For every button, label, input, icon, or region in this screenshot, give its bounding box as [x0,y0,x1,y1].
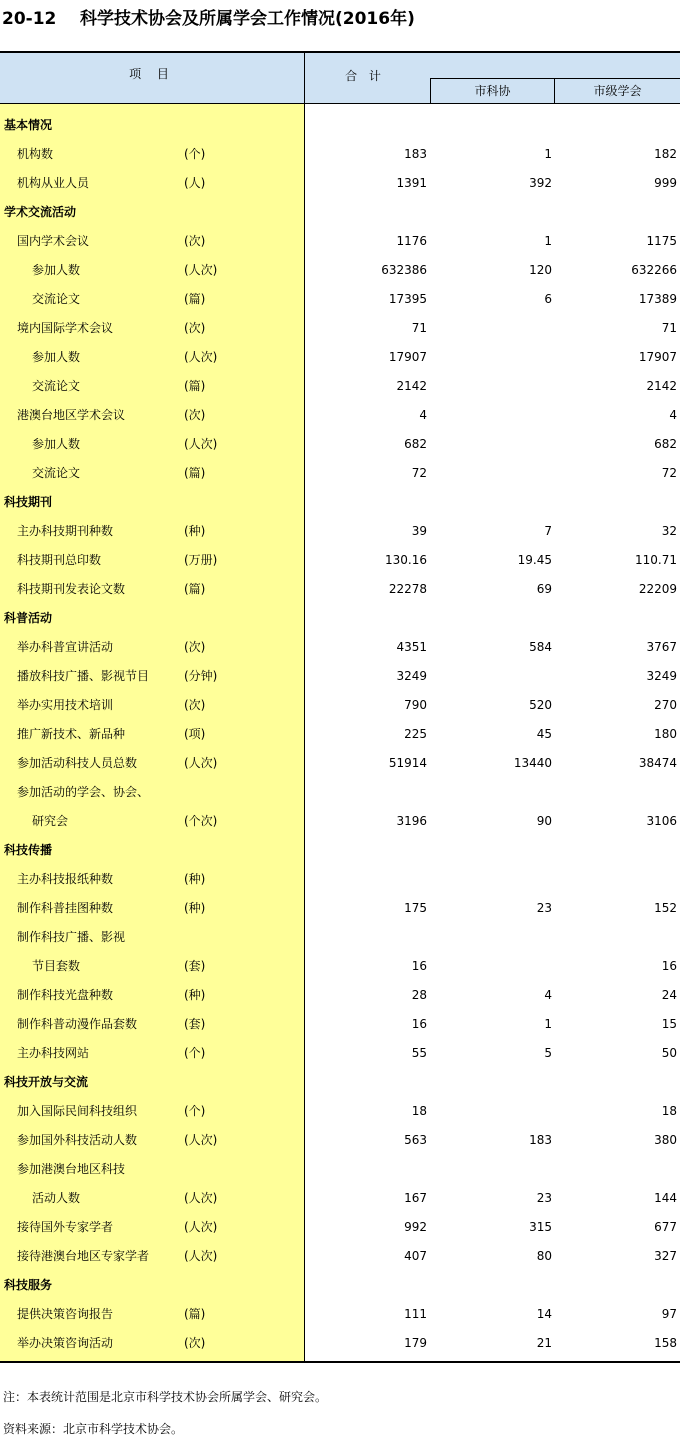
value-city-association: 392 [529,176,552,190]
table-row [0,662,680,691]
table-row [0,865,680,894]
value-total: 167 [404,1191,427,1205]
value-city-association: 1 [544,1017,552,1031]
section-row [0,836,680,865]
row-unit: (篇) [184,582,206,596]
table-row [0,285,680,314]
row-unit: (项) [184,727,206,741]
row-unit: (篇) [184,379,206,393]
value-city-societies: 24 [661,988,677,1002]
row-label: 参加人数 [32,437,81,451]
table-row [0,401,680,430]
table-row [0,256,680,285]
value-city-association: 5 [544,1046,552,1060]
row-label: 举办决策咨询活动 [17,1336,114,1350]
section-row [0,111,680,140]
table-title [2,6,415,32]
row-label: 科技传播 [4,843,53,857]
row-label: 基本情况 [4,118,53,132]
value-total: 1391 [396,176,427,190]
value-city-societies: 180 [654,727,677,741]
row-label: 科普活动 [4,611,53,625]
value-total: 225 [404,727,427,741]
value-total: 3196 [396,814,427,828]
value-city-association: 23 [536,1191,552,1205]
value-city-association: 14 [536,1307,552,1321]
value-city-association: 69 [536,582,552,596]
row-label: 加入国际民间科技组织 [17,1104,138,1118]
row-label: 研究会 [32,814,69,828]
value-city-societies: 22209 [638,582,677,596]
table-row [0,1126,680,1155]
table-row [0,546,680,575]
row-unit: (次) [184,321,206,335]
table-title-text: 科学技术协会及所属学会工作情况(2016年) [80,9,415,29]
row-label: 接待国外专家学者 [17,1220,114,1234]
row-label: 提供决策咨询报告 [17,1307,114,1321]
header-city-association: 市科协 [474,84,511,98]
value-city-societies: 32 [661,524,677,538]
value-total: 22278 [388,582,427,596]
row-unit: (个) [184,1104,206,1118]
value-city-association: 4 [544,988,552,1002]
value-total: 992 [404,1220,427,1234]
value-city-societies: 3249 [646,669,677,683]
value-city-association: 7 [544,524,552,538]
table-row [0,1184,680,1213]
row-unit: (套) [184,959,206,973]
row-label: 主办科技报纸种数 [17,872,114,886]
row-label: 科技期刊发表论文数 [17,582,126,596]
row-label: 交流论文 [32,292,81,306]
row-unit: (种) [184,901,206,915]
row-unit: (种) [184,524,206,538]
row-label: 播放科技广播、影视节目 [17,669,150,683]
table-row [0,314,680,343]
value-total: 1176 [396,234,427,248]
table-row [0,894,680,923]
row-label: 参加人数 [32,350,81,364]
table-row [0,691,680,720]
row-unit: (篇) [184,292,206,306]
value-total: 39 [411,524,427,538]
value-city-association: 315 [529,1220,552,1234]
value-total: 18 [411,1104,427,1118]
value-city-societies: 2142 [646,379,677,393]
value-city-association: 21 [536,1336,552,1350]
row-unit: (次) [184,640,206,654]
value-city-association: 520 [529,698,552,712]
table-row [0,923,680,952]
value-city-association: 19.45 [517,553,552,567]
table-row [0,575,680,604]
row-label: 主办科技网站 [17,1046,90,1060]
row-unit: (个) [184,1046,206,1060]
table-row [0,169,680,198]
value-city-societies: 97 [661,1307,677,1321]
section-row [0,604,680,633]
row-label: 制作科普挂图种数 [17,901,114,915]
row-label: 科技期刊总印数 [17,553,102,567]
data-source: 资料来源：北京市科学技术协会。 [3,1422,184,1436]
table-row [0,343,680,372]
header-total: 合 计 [345,69,385,83]
value-total: 130.16 [385,553,427,567]
value-city-association: 23 [536,901,552,915]
value-total: 51914 [388,756,427,770]
row-label: 主办科技期刊种数 [17,524,114,538]
row-unit: (人) [184,176,206,190]
value-city-association: 90 [536,814,552,828]
value-city-association: 120 [529,263,552,277]
table-row [0,372,680,401]
table-row [0,517,680,546]
table-row [0,981,680,1010]
value-city-societies: 152 [654,901,677,915]
value-city-societies: 270 [654,698,677,712]
header-city-societies: 市级学会 [593,84,642,98]
value-total: 72 [411,466,427,480]
value-city-societies: 18 [661,1104,677,1118]
row-label: 参加国外科技活动人数 [17,1133,138,1147]
table-row [0,1329,680,1358]
value-total: 4 [419,408,427,422]
subheader-rule [430,78,680,79]
value-city-societies: 17907 [638,350,677,364]
row-label: 举办科普宣讲活动 [17,640,114,654]
value-city-societies: 999 [654,176,677,190]
value-total: 682 [404,437,427,451]
row-label: 学术交流活动 [4,205,77,219]
value-city-societies: 1175 [646,234,677,248]
row-label: 参加活动的学会、协会、 [17,785,150,799]
value-city-association: 80 [536,1249,552,1263]
value-city-societies: 182 [654,147,677,161]
row-label: 活动人数 [32,1191,81,1205]
row-unit: (人次) [184,437,218,451]
value-city-societies: 38474 [638,756,677,770]
row-unit: (分钟) [184,669,218,683]
row-unit: (种) [184,988,206,1002]
table-row [0,1155,680,1184]
value-city-association: 13440 [513,756,552,770]
value-total: 111 [404,1307,427,1321]
value-total: 179 [404,1336,427,1350]
section-row [0,1271,680,1300]
value-total: 632386 [381,263,427,277]
value-city-societies: 3767 [646,640,677,654]
table-number: 20-12 [2,9,57,29]
table-row [0,952,680,981]
header-bottom-rule [0,103,680,104]
bottom-rule [0,1361,680,1363]
value-city-societies: 72 [661,466,677,480]
row-unit: (人次) [184,1133,218,1147]
value-city-societies: 15 [661,1017,677,1031]
table-row [0,430,680,459]
table-row [0,459,680,488]
row-label: 交流论文 [32,466,81,480]
value-city-societies: 50 [661,1046,677,1060]
row-unit: (人次) [184,263,218,277]
value-city-societies: 17389 [638,292,677,306]
value-total: 563 [404,1133,427,1147]
row-label: 参加活动科技人员总数 [17,756,138,770]
row-label: 境内国际学术会议 [17,321,114,335]
top-rule [0,51,680,53]
row-unit: (篇) [184,1307,206,1321]
value-city-societies: 3106 [646,814,677,828]
value-total: 17907 [388,350,427,364]
table-row [0,1242,680,1271]
row-label: 港澳台地区学术会议 [17,408,126,422]
row-label: 制作科技广播、影视 [17,930,126,944]
row-label: 参加人数 [32,263,81,277]
value-total: 2142 [396,379,427,393]
value-city-societies: 110.71 [635,553,677,567]
statistics-table [0,51,680,1363]
row-unit: (个次) [184,814,218,828]
row-unit: (万册) [184,553,218,567]
value-city-societies: 632266 [631,263,677,277]
table-row [0,749,680,778]
value-city-societies: 677 [654,1220,677,1234]
value-total: 4351 [396,640,427,654]
table-row [0,140,680,169]
row-label: 推广新技术、新品种 [17,727,126,741]
row-label: 科技期刊 [4,495,53,509]
row-unit: (种) [184,872,206,886]
value-total: 17395 [388,292,427,306]
table-row [0,1039,680,1068]
section-row [0,488,680,517]
value-city-societies: 16 [661,959,677,973]
table-row [0,1300,680,1329]
row-label: 参加港澳台地区科技 [17,1162,126,1176]
value-total: 28 [411,988,427,1002]
value-total: 3249 [396,669,427,683]
table-note: 注：本表统计范围是北京市科学技术协会所属学会、研究会。 [3,1390,328,1404]
row-unit: (次) [184,1336,206,1350]
value-city-societies: 144 [654,1191,677,1205]
value-total: 175 [404,901,427,915]
row-unit: (次) [184,408,206,422]
table-row [0,1097,680,1126]
value-city-association: 584 [529,640,552,654]
table-row [0,807,680,836]
row-unit: (套) [184,1017,206,1031]
section-row [0,1068,680,1097]
table-row [0,720,680,749]
value-city-association: 1 [544,147,552,161]
row-unit: (篇) [184,466,206,480]
row-label: 接待港澳台地区专家学者 [17,1249,150,1263]
header-item: 项 目 [129,67,175,81]
row-label: 节目套数 [32,959,81,973]
value-city-association: 6 [544,292,552,306]
row-unit: (人次) [184,1191,218,1205]
row-label: 机构从业人员 [17,176,90,190]
value-total: 16 [411,959,427,973]
table-body [0,111,680,1358]
table-row [0,1010,680,1039]
value-city-association: 1 [544,234,552,248]
value-city-association: 45 [536,727,552,741]
value-total: 55 [411,1046,427,1060]
row-label: 制作科技光盘种数 [17,988,114,1002]
row-label: 交流论文 [32,379,81,393]
value-city-societies: 71 [661,321,677,335]
table-row [0,227,680,256]
value-total: 790 [404,698,427,712]
row-unit: (人次) [184,1220,218,1234]
row-label: 机构数 [17,147,54,161]
value-city-societies: 158 [654,1336,677,1350]
table-row [0,633,680,662]
row-label: 举办实用技术培训 [17,698,114,712]
row-unit: (人次) [184,756,218,770]
row-label: 制作科普动漫作品套数 [17,1017,138,1031]
value-city-societies: 682 [654,437,677,451]
section-row [0,198,680,227]
value-city-societies: 4 [669,408,677,422]
row-unit: (人次) [184,1249,218,1263]
row-unit: (人次) [184,350,218,364]
value-total: 407 [404,1249,427,1263]
row-unit: (个) [184,147,206,161]
row-unit: (次) [184,698,206,712]
row-label: 科技服务 [4,1278,53,1292]
table-row [0,1213,680,1242]
value-total: 16 [411,1017,427,1031]
row-unit: (次) [184,234,206,248]
value-city-association: 183 [529,1133,552,1147]
row-label: 科技开放与交流 [4,1075,89,1089]
row-label: 国内学术会议 [17,234,90,248]
table-row [0,778,680,807]
value-city-societies: 327 [654,1249,677,1263]
value-city-societies: 380 [654,1133,677,1147]
value-total: 183 [404,147,427,161]
value-total: 71 [411,321,427,335]
